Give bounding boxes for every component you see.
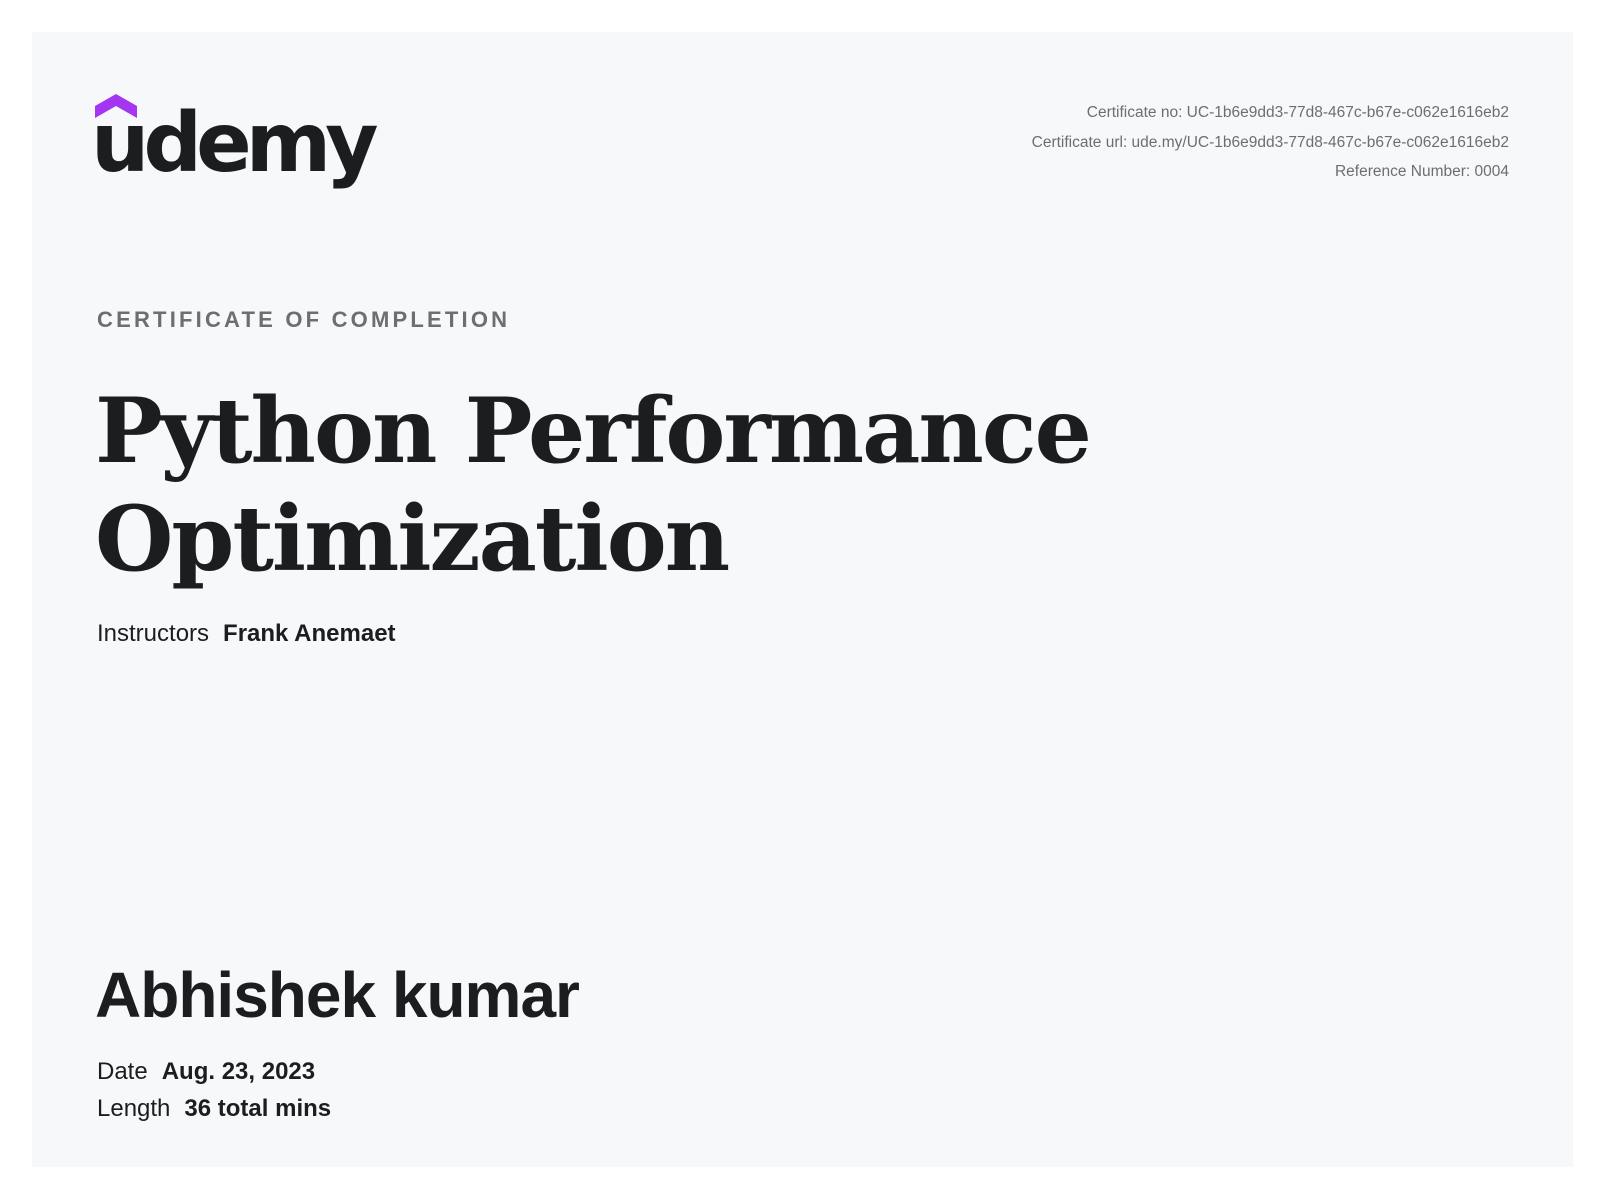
certificate-url[interactable]: Certificate url: ude.my/UC-1b6e9dd3-77d8-467c-b67e-c062e1616eb2	[1031, 133, 1509, 151]
instructors-label: Instructors	[97, 620, 210, 647]
length-row	[97, 1095, 331, 1123]
logo-wordmark: udemy	[91, 96, 373, 191]
length-label: Length	[97, 1095, 171, 1122]
udemy-logo	[91, 94, 373, 194]
instructors-row	[97, 620, 396, 648]
length-value: 36 total mins	[184, 1095, 332, 1122]
course-title	[95, 377, 1195, 593]
date-label: Date	[97, 1058, 148, 1085]
instructor-name: Frank Anemaet	[223, 620, 396, 647]
certificate-heading: CERTIFICATE OF COMPLETION	[97, 307, 511, 332]
student-name: Abhishek kumar	[95, 959, 579, 1031]
date-value: Aug. 23, 2023	[161, 1058, 316, 1085]
date-row	[97, 1058, 315, 1086]
certificate-number: Certificate no: UC-1b6e9dd3-77d8-467c-b67e-c062e1616eb2	[1086, 104, 1509, 121]
course-title-line-1: Python Performance	[95, 378, 1090, 484]
course-title-line-2: Optimization	[95, 486, 729, 592]
certificate-meta	[1032, 98, 1509, 187]
certificate-card	[32, 32, 1573, 1167]
reference-number: Reference Number: 0004	[1334, 163, 1509, 180]
